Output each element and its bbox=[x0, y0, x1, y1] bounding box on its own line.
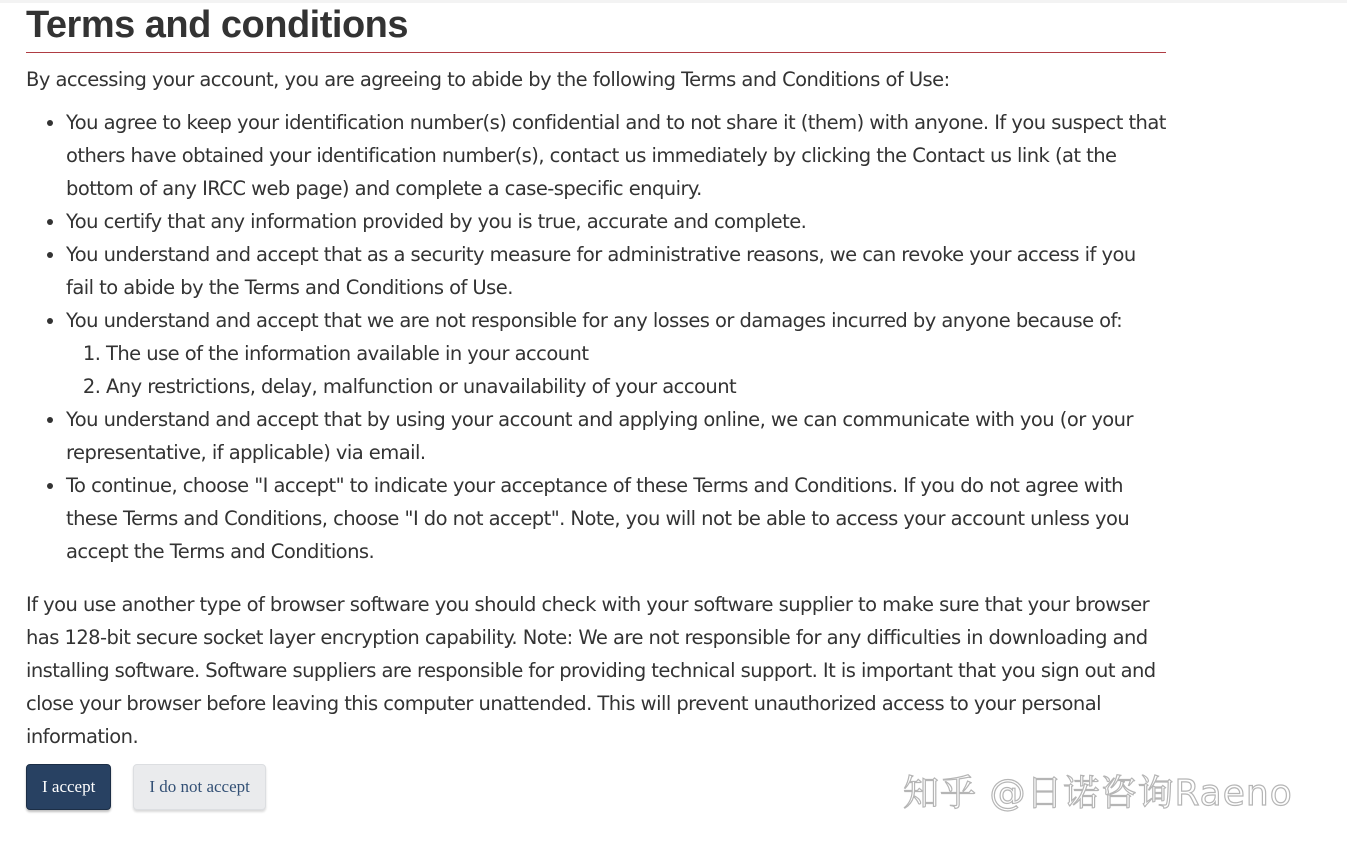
term-item: • To continue, choose "I accept" to indicate your acceptance of these Terms and Conditions. If you do not agree with these Terms and Conditions, choose "I do not accept". Note, you will not be able to access your account unless you accept the Terms and Conditions. bbox=[66, 469, 1166, 568]
term-item: • You certify that any information provided by you is true, accurate and complete. bbox=[66, 205, 1166, 238]
terms-list bbox=[26, 106, 1166, 568]
accept-button[interactable]: I accept bbox=[26, 764, 111, 810]
intro-text: By accessing your account, you are agreeing to abide by the following Terms and Conditions of Use: bbox=[26, 68, 950, 91]
liability-item: 1. The use of the information available in your account bbox=[106, 337, 1166, 370]
term-item: • You understand and accept that as a security measure for administrative reasons, we can revoke your access if you fail to abide by the Terms and Conditions of Use. bbox=[66, 238, 1166, 304]
watermark-text: 知乎 @日诺咨询Raeno bbox=[903, 773, 1293, 814]
term-item: • You understand and accept that by using your account and applying online, we can communicate with you (or your representative, if applicable) via email. bbox=[66, 403, 1166, 469]
liability-item: 2. Any restrictions, delay, malfunction or unavailability of your account bbox=[106, 370, 1166, 403]
term-item: • You agree to keep your identification number(s) confidential and to not share it (them) with anyone. If you suspect that others have obtained your identification number(s), contact us immediately by clicking the Contact us link (at the bottom of any IRCC web page) and complete a case-specific enquiry. bbox=[66, 106, 1166, 205]
browser-note: If you use another type of browser software you should check with your software supplier to make sure that your browser has 128-bit secure socket layer encryption capability. Note: We are not responsible for any difficulties in downloading and installing software. Software suppliers are responsible for providing technical support. It is important that you sign out and close your browser before leaving this computer unattended. This will prevent unauthorized access to your personal information. bbox=[26, 593, 1156, 748]
term-item-text: You understand and accept that we are not responsible for any losses or damages incurred by anyone because of: bbox=[66, 309, 1123, 332]
page-title: Terms and conditions bbox=[26, 0, 1166, 53]
terms-content bbox=[26, 0, 1166, 810]
decline-button[interactable]: I do not accept bbox=[133, 764, 266, 810]
liability-list bbox=[66, 337, 1166, 403]
term-item-liability bbox=[66, 304, 1166, 403]
